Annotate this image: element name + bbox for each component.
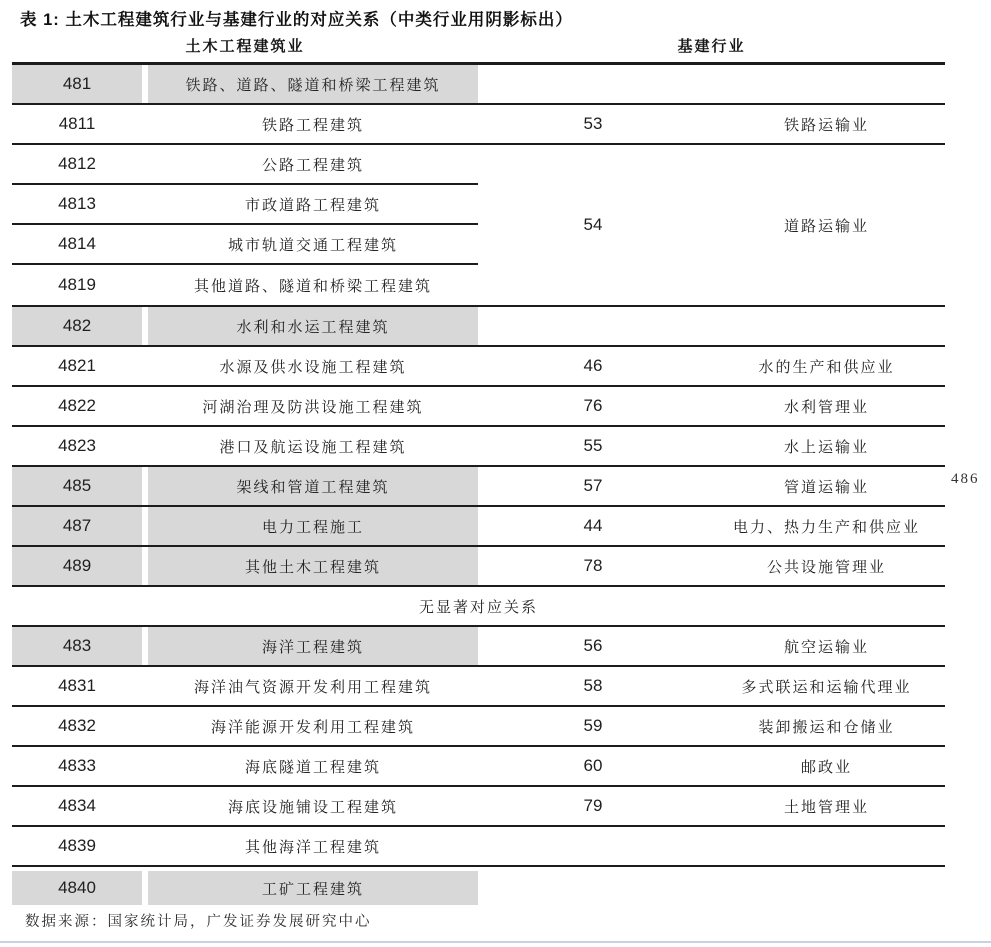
industry-code-cell: 4811 [58,114,96,133]
industry-name-cell: 工矿工程建筑 [148,871,478,905]
infra-code-cell: 60 [583,756,603,775]
industry-name-cell: 铁路工程建筑 [261,117,364,134]
table-row [12,387,945,427]
table-row [12,145,478,185]
infra-code-cell: 56 [583,636,603,655]
infra-name-cell: 管道运输业 [783,479,869,496]
industry-name-cell: 河湖治理及防洪设施工程建筑 [202,399,424,416]
merged-infra-cell [478,145,945,305]
industry-code-cell: 4834 [58,796,96,815]
industry-name-cell: 电力工程施工 [148,507,478,545]
table-row [12,747,945,787]
industry-name-cell: 铁路、道路、隧道和桥梁工程建筑 [148,65,478,103]
table-row [12,827,945,867]
table-row [12,627,945,667]
industry-code-cell: 487 [12,507,142,545]
footer-source: 数据来源：国家统计局，广发证券发展研究中心 [25,914,372,930]
table-row [12,105,945,145]
industry-name-cell: 其他土木工程建筑 [148,547,478,585]
industry-name-cell: 水利和水运工程建筑 [148,307,478,345]
industry-code-cell: 4821 [58,356,96,375]
industry-code-cell: 4840 [12,871,142,905]
industry-code-cell: 4832 [58,716,96,735]
infra-code-cell: 59 [583,716,603,735]
infra-code-cell [478,827,708,865]
industry-name-cell: 海洋能源开发利用工程建筑 [210,719,415,736]
industry-code-cell: 4813 [58,194,96,213]
industry-code-cell: 4833 [58,756,96,775]
separator-row: 无显著对应关系 [12,587,945,627]
page-number: 486 [951,471,980,487]
industry-code-cell: 4839 [58,836,96,855]
industry-name-cell: 港口及航运设施工程建筑 [219,439,407,456]
industry-code-cell: 4823 [58,436,96,455]
infra-code-cell: 58 [583,676,603,695]
industry-code-cell: 483 [12,627,142,665]
infra-code-cell: 55 [583,436,603,455]
table-row [12,347,945,387]
table-row [12,265,478,305]
infra-code-cell [478,307,708,345]
table-row [12,225,478,265]
industry-code-cell: 481 [12,65,142,103]
infra-name-cell: 装卸搬运和仓储业 [758,719,895,736]
industry-name-cell: 其他海洋工程建筑 [244,839,381,856]
merged-left-rows [12,145,478,305]
industry-name-cell: 海洋油气资源开发利用工程建筑 [193,679,432,696]
infra-name-cell: 铁路运输业 [783,117,869,134]
table-row [12,547,945,587]
industry-code-cell: 4814 [58,234,96,253]
infra-code-cell: 53 [583,114,603,133]
table-row [12,787,945,827]
infra-code-cell: 54 [583,215,603,234]
correspondence-table [12,62,945,905]
table-row [12,467,945,507]
infra-name-cell: 土地管理业 [783,799,869,816]
industry-name-cell: 水源及供水设施工程建筑 [219,359,407,376]
table-title: 表 1: 土木工程建筑行业与基建行业的对应关系（中类行业用阴影标出） [20,11,573,29]
infra-code-cell: 44 [583,516,603,535]
infra-name-cell: 水利管理业 [783,399,869,416]
table-row [12,65,945,105]
industry-name-cell: 海底隧道工程建筑 [244,759,381,776]
column-header-right: 基建行业 [677,38,746,55]
merged-row-group [12,145,945,307]
infra-name-cell [708,65,945,103]
infra-code-cell [478,65,708,103]
infra-code-cell: 76 [583,396,603,415]
infra-name-cell: 航空运输业 [783,639,869,656]
table-row [12,185,478,225]
bottom-rule [0,941,991,943]
industry-code-cell: 482 [12,307,142,345]
industry-name-cell: 海底设施铺设工程建筑 [227,799,398,816]
industry-code-cell: 4831 [58,676,96,695]
table-row [12,667,945,707]
infra-code-cell: 78 [583,556,603,575]
table-row [12,871,945,905]
infra-name-cell: 电力、热力生产和供应业 [732,519,920,536]
infra-code-cell: 57 [583,476,603,495]
infra-name-cell: 道路运输业 [783,218,869,235]
industry-code-cell: 4819 [58,275,96,294]
industry-name-cell: 架线和管道工程建筑 [148,467,478,505]
table-row [12,307,945,347]
industry-code-cell: 485 [12,467,142,505]
infra-name-cell: 水上运输业 [783,439,869,456]
industry-name-cell: 城市轨道交通工程建筑 [227,237,398,254]
industry-name-cell: 公路工程建筑 [261,157,364,174]
infra-name-cell: 多式联运和运输代理业 [741,679,912,696]
infra-code-cell: 46 [583,356,603,375]
table-row [12,707,945,747]
table-row [12,427,945,467]
column-header-left: 土木工程建筑业 [185,38,305,55]
industry-name-cell: 其他道路、隧道和桥梁工程建筑 [193,278,432,295]
infra-code-cell: 79 [583,796,603,815]
industry-code-cell: 4812 [58,154,96,173]
infra-name-cell [708,307,945,345]
industry-code-cell: 4822 [58,396,96,415]
infra-name-cell: 邮政业 [800,759,852,776]
infra-name-cell: 水的生产和供应业 [758,359,895,376]
table-row [12,507,945,547]
infra-name-cell [708,871,945,905]
industry-code-cell: 489 [12,547,142,585]
infra-code-cell [478,871,708,905]
infra-name-cell: 公共设施管理业 [766,559,886,576]
industry-name-cell: 海洋工程建筑 [148,627,478,665]
column-headers [12,34,945,56]
industry-name-cell: 市政道路工程建筑 [244,197,381,214]
infra-name-cell [708,827,945,865]
